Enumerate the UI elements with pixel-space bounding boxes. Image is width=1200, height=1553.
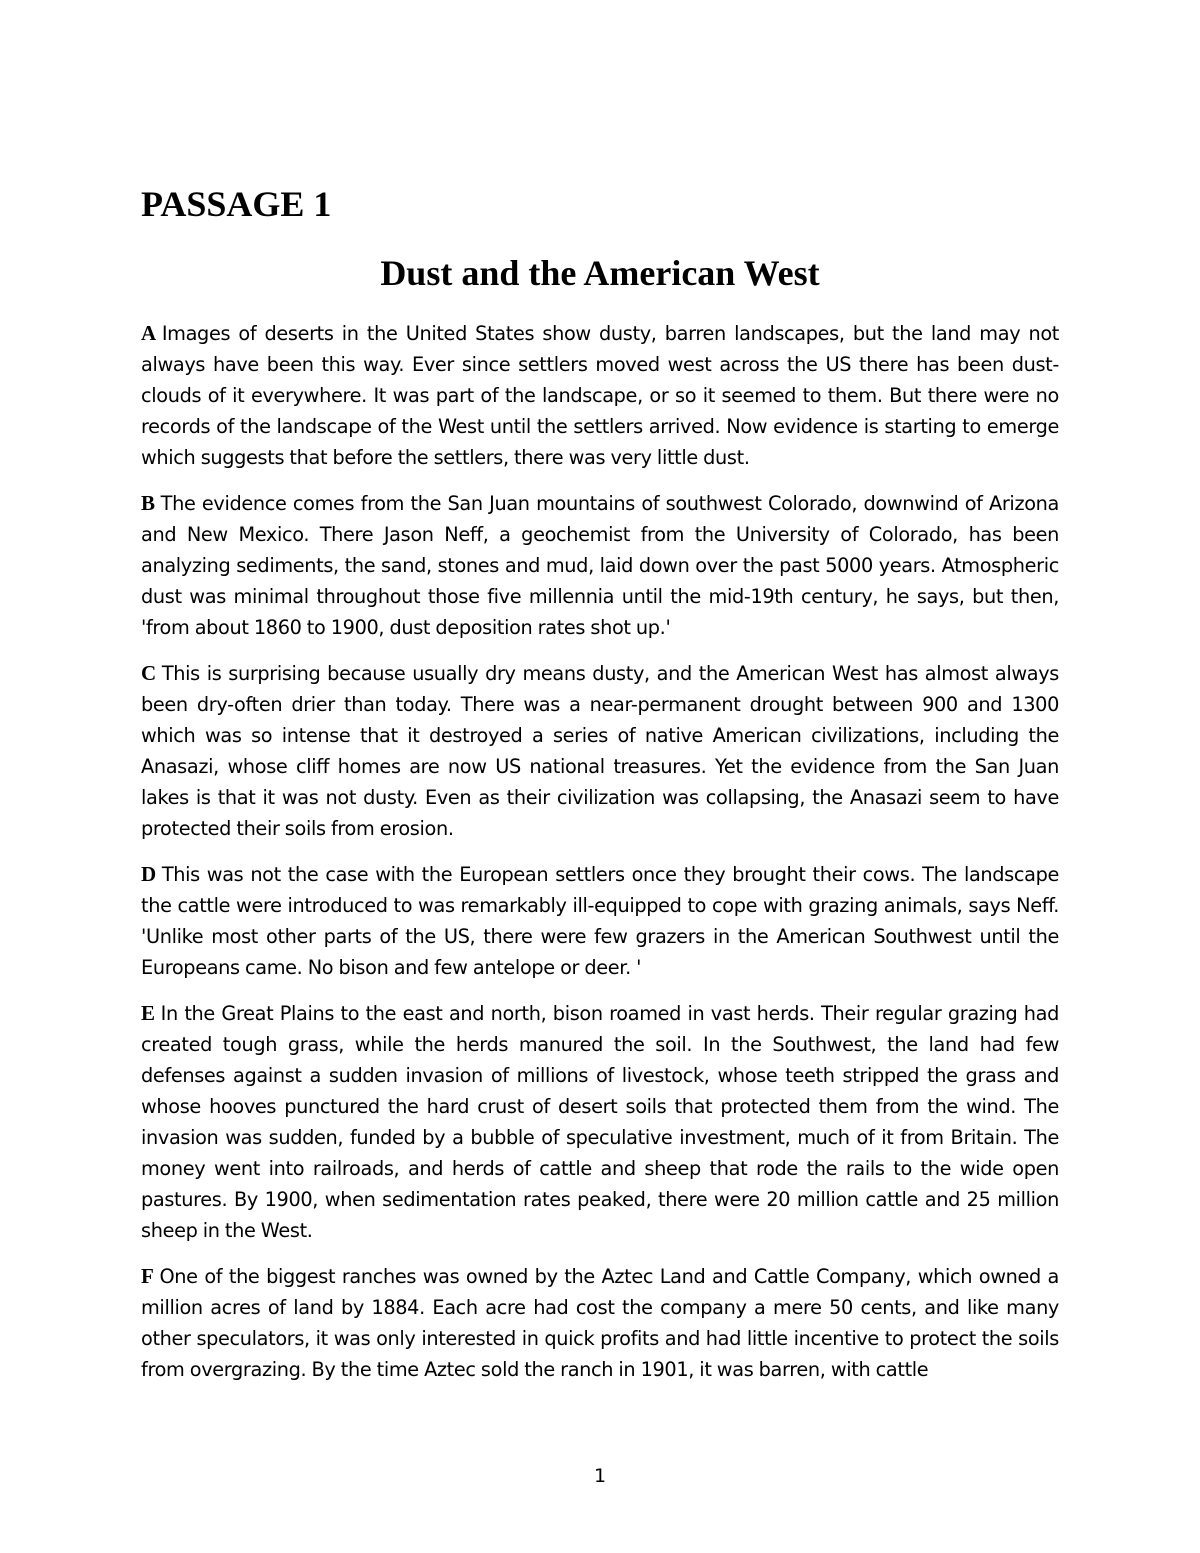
paragraph-letter: D [141, 862, 156, 886]
paragraph-a [141, 318, 1059, 473]
paragraph-letter: F [141, 1264, 154, 1288]
paragraph-f [141, 1261, 1059, 1385]
paragraph-text: This was not the case with the European settlers once they brought their cows. The landscape the cattle were introduced to was remarkably ill-equipped to cope with grazing animals, says Neff. 'Unlike most other parts of the US, there were few grazers in the American Southwest until the Europeans came. No bison and few antelope or deer. ' [141, 863, 1059, 979]
paragraph-c [141, 658, 1059, 844]
paragraph-b [141, 488, 1059, 643]
paragraph-text: This is surprising because usually dry means dusty, and the American West has almost always been dry-often drier than today. There was a near-permanent drought between 900 and 1300 which was so intense that it destroyed a series of native American civilizations, including the Anasazi, whose cliff homes are now US national treasures. Yet the evidence from the San Juan lakes is that it was not dusty. Even as their civilization was collapsing, the Anasazi seem to have protected their soils from erosion. [141, 662, 1059, 840]
paragraph-letter: A [141, 321, 156, 345]
paragraph-text: In the Great Plains to the east and north, bison roamed in vast herds. Their regular grazing had created tough grass, while the herds manured the soil. In the Southwest, the land had few defenses against a sudden invasion of millions of livestock, whose teeth stripped the grass and whose hooves punctured the hard crust of desert soils that protected them from the wind. The invasion was sudden, funded by a bubble of speculative investment, much of it from Britain. The money went into railroads, and herds of cattle and sheep that rode the rails to the wide open pastures. By 1900, when sedimentation rates peaked, there were 20 million cattle and 25 million sheep in the West. [141, 1002, 1059, 1242]
paragraph-text: One of the biggest ranches was owned by the Aztec Land and Cattle Company, which owned a million acres of land by 1884. Each acre had cost the company a mere 50 cents, and like many other speculators, it was only interested in quick profits and had little incentive to protect the soils from overgrazing. By the time Aztec sold the ranch in 1901, it was barren, with cattle [141, 1265, 1059, 1381]
paragraph-text: Images of deserts in the United States show dusty, barren landscapes, but the land may not always have been this way. Ever since settlers moved west across the US there has been dust-clouds of it everywhere. It was part of the landscape, or so it seemed to them. But there were no records of the landscape of the West until the settlers arrived. Now evidence is starting to emerge which suggests that before the settlers, there was very little dust. [141, 322, 1059, 469]
paragraph-d [141, 859, 1059, 983]
passage-title: Dust and the American West [380, 253, 820, 293]
passage-heading: PASSAGE 1 [141, 184, 332, 224]
paragraph-letter: E [141, 1001, 155, 1025]
paragraph-letter: B [141, 491, 155, 515]
paragraph-text: The evidence comes from the San Juan mountains of southwest Colorado, downwind of Arizona and New Mexico. There Jason Neff, a geochemist from the University of Colorado, has been analyzing sediments, the sand, stones and mud, laid down over the past 5000 years. Atmospheric dust was minimal throughout those five millennia until the mid-19th century, he says, but then, 'from about 1860 to 1900, dust deposition rates shot up.' [141, 492, 1059, 639]
passage-body [141, 318, 1059, 1400]
paragraph-e [141, 998, 1059, 1246]
page-number: 1 [593, 1465, 607, 1487]
paragraph-letter: C [141, 661, 156, 685]
